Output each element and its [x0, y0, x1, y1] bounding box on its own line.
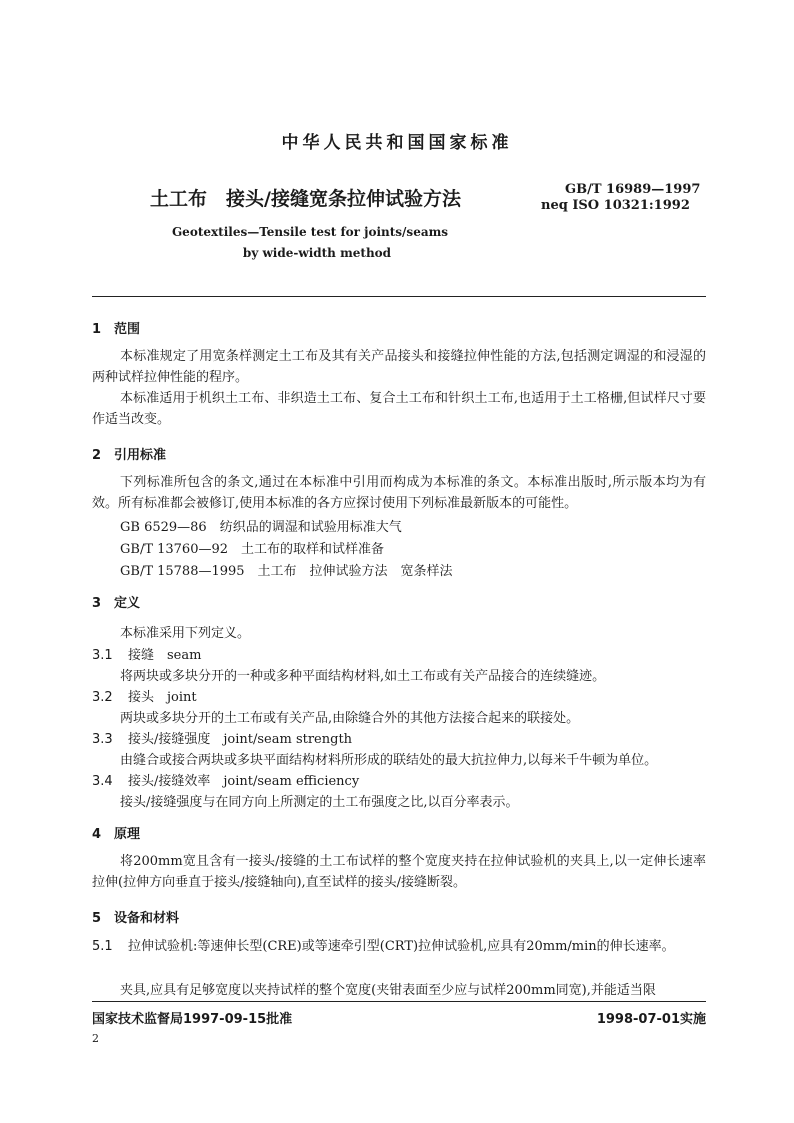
iso-equivalence-code: neq ISO 10321:1992 — [541, 198, 690, 213]
section-5-number: 5 — [92, 911, 102, 926]
footer-divider — [92, 1001, 706, 1002]
definition-number: 3.3 — [92, 732, 113, 747]
section-2-title: 引用标准 — [114, 448, 167, 463]
definition-number: 3.1 — [92, 648, 113, 663]
definition-3-3 — [92, 728, 352, 747]
english-title-line-1: Geotextiles—Tensile test for joints/seams — [171, 225, 449, 239]
section-2-paragraph: 下列标准所包含的条文,通过在本标准中引用而构成为本标准的条文。本标准出版时,所示版本均为有效。所有标准都会被修订,使用本标准的各方应探讨使用下列标准最新版本的可能性。 — [92, 475, 706, 511]
definition-3-1 — [92, 644, 201, 663]
definition-term: 接头 joint — [128, 690, 197, 705]
definition-3-2 — [92, 686, 197, 705]
section-1-paragraph-2: 本标准适用于机织土工布、非织造土工布、复合土工布和针织土工布,也适用于土工格栅,但试样尺寸要作适当改变。 — [92, 391, 706, 427]
definition-description: 由缝合或接合两块或多块平面结构材料所形成的联结处的最大抗拉伸力,以每米千牛顿为单位。 — [120, 753, 658, 768]
english-title-line-2: by wide-width method — [242, 246, 392, 260]
subsection-number: 5.1 — [92, 939, 113, 954]
definition-term: 接头/接缝强度 joint/seam strength — [128, 732, 353, 747]
section-5-paragraph-2: 夹具,应具有足够宽度以夹持试样的整个宽度(夹钳表面至少应与试样200mm同宽),并能适当限 — [120, 983, 656, 998]
section-1-heading — [92, 318, 140, 337]
section-3-number: 3 — [92, 596, 102, 611]
definition-description: 两块或多块分开的土工布或有关产品,由除缝合外的其他方法接合起来的联接处。 — [120, 711, 580, 726]
section-5-1-paragraph — [92, 936, 706, 957]
definition-number: 3.2 — [92, 690, 113, 705]
reference-item: GB/T 13760—92 土工布的取样和试样准备 — [120, 542, 385, 557]
approval-info: 国家技术监督局1997-09-15批准 — [92, 1012, 293, 1027]
definition-term: 接缝 seam — [128, 648, 202, 663]
standard-code: GB/T 16989—1997 — [565, 182, 701, 197]
section-4-number: 4 — [92, 827, 102, 842]
effective-date: 1998-07-01实施 — [596, 1012, 706, 1027]
section-1-number: 1 — [92, 322, 102, 337]
definition-description: 将两块或多块分开的一种或多种平面结构材料,如土工布或有关产品接合的连续缝迹。 — [120, 669, 606, 684]
section-4-heading — [92, 823, 140, 842]
definition-number: 3.4 — [92, 774, 113, 789]
reference-item: GB/T 15788—1995 土工布 拉伸试验方法 宽条样法 — [120, 564, 453, 579]
section-3-intro: 本标准采用下列定义。 — [120, 626, 251, 641]
section-4-title: 原理 — [114, 827, 141, 842]
definition-description: 接头/接缝强度与在同方向上所测定的土工布强度之比,以百分率表示。 — [120, 795, 519, 810]
subsection-text: 拉伸试验机:等速伸长型(CRE)或等速牵引型(CRT)拉伸试验机,应具有20mm/min的伸长速率。 — [128, 939, 675, 954]
section-3-title: 定义 — [114, 596, 141, 611]
definition-3-4 — [92, 770, 359, 789]
issuing-organization: 中华人民共和国国家标准 — [281, 133, 513, 153]
section-5-title: 设备和材料 — [114, 911, 180, 926]
page-number: 2 — [92, 1032, 99, 1045]
section-3-heading — [92, 592, 140, 611]
section-5-heading — [92, 907, 179, 926]
header-divider — [92, 296, 706, 297]
reference-item: GB 6529—86 纺织品的调湿和试验用标准大气 — [120, 520, 402, 535]
section-1-paragraph-1: 本标准规定了用宽条样测定土工布及其有关产品接头和接缝拉伸性能的方法,包括测定调湿的和浸湿的两种试样拉伸性能的程序。 — [92, 349, 706, 385]
section-1-title: 范围 — [114, 322, 141, 337]
document-title: 土工布 接头/接缝宽条拉伸试验方法 — [150, 188, 461, 210]
section-4-paragraph: 将200mm宽且含有一接头/接缝的土工布试样的整个宽度夹持在拉伸试验机的夹具上,以一定伸长速率拉伸(拉伸方向垂直于接头/接缝轴向),直至试样的接头/接缝断裂。 — [92, 854, 706, 890]
definition-term: 接头/接缝效率 joint/seam efficiency — [128, 774, 360, 789]
section-2-heading — [92, 444, 166, 463]
section-2-number: 2 — [92, 448, 102, 463]
